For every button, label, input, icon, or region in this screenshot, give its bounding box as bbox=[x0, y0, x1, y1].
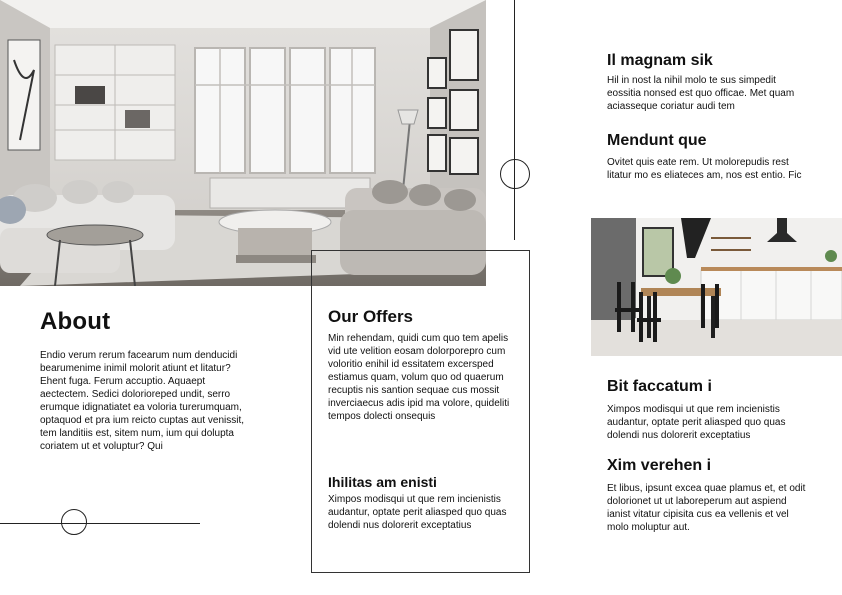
about-heading: About bbox=[40, 308, 111, 335]
decorative-circle-top bbox=[500, 159, 530, 189]
ihilitas-body: Ximpos modisqui ut que rem incienistis audantur, optate perit aliasped quo quas dolendi nus dolorerit exceptatius bbox=[328, 494, 507, 531]
mendunt-body: Ovitet quis eate rem. Ut molorepudis rest litatur mo es eliateces am, nos est entio. Fic bbox=[607, 157, 802, 181]
kitchen-photo bbox=[591, 218, 842, 356]
magnam-heading: Il magnam sik bbox=[607, 52, 713, 69]
verehen-body: Et libus, ipsunt excea quae plamus et, et odit dolorionet ut ut laboreperum aut aspiend ianist vitatur cipisita cus ea vellenis et vel molo moluptur aut. bbox=[607, 483, 806, 533]
offers-body: Min rehendam, quidi cum quo tem apelis vid ute velition eosam dolorporepro cum voloritio enihil id essitatem excersped estiamus quam, volum quo od quaerum recuptis nis santion sequae cus mossit inverciaecus adis ipid ma volore, quideliti tempos dolecti onsequis bbox=[328, 333, 510, 422]
decorative-circle-bottom bbox=[61, 509, 87, 535]
ihilitas-heading: Ihilitas am enisti bbox=[328, 474, 437, 490]
divider-vertical bbox=[514, 0, 515, 240]
faccatum-body: Ximpos modisqui ut que rem incienistis audantur, optate perit aliasped quo quas dolendi nus dolorerit exceptatius bbox=[607, 404, 786, 441]
kitchen-illustration bbox=[591, 218, 842, 356]
faccatum-heading: Bit faccatum i bbox=[607, 378, 712, 395]
offers-heading: Our Offers bbox=[328, 307, 414, 326]
magnam-body: Hil in nost la nihil molo te sus simpedit eossitia nonsed est quo officae. Met quam aciasseque coriatur audi tem bbox=[607, 75, 795, 112]
living-room-photo bbox=[0, 0, 486, 286]
living-room-illustration bbox=[0, 0, 486, 286]
about-body: Endio verum rerum facearum num denducidi bearumenime inimil molorit atiunt et litatur? Ehent fuga. Ferum accuptio. Aquaept aectectem. Sedici dolorioreped undit, serro erumque idignatiatet ea voloria turerumquam, optaquod et pra ium reicto cuptas aut venissit, tem landitiis est, sitem num, ium qui dolupta coriatem ut et voluptur? Qui bbox=[40, 350, 245, 452]
divider-horizontal bbox=[0, 523, 200, 524]
verehen-heading: Xim verehen i bbox=[607, 457, 712, 474]
mendunt-heading: Mendunt que bbox=[607, 132, 707, 149]
